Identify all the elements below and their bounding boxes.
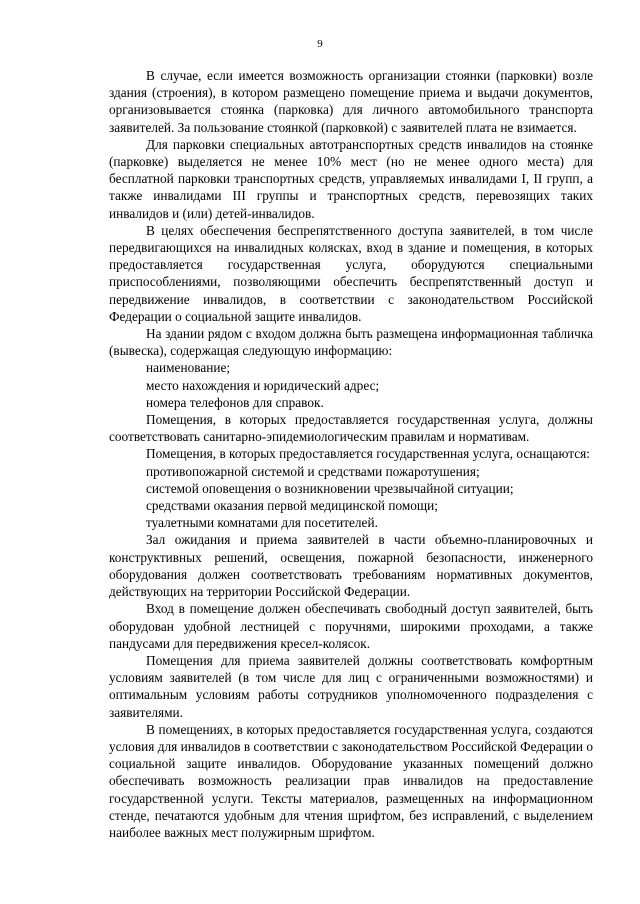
paragraph-disabled-parking: Для парковки специальных автотранспортных средств инвалидов на стоянке (парковке) выделяется не менее 10% мест (но не менее одного места) для бесплатной парковки транспортных средств, управляемых инвалидами I, II групп, а также инвалидами III группы и транспортных средств, перевозящих таких инвалидов и (или) детей-инвалидов. bbox=[109, 136, 593, 221]
paragraph-accessibility: В целях обеспечения беспрепятственного доступа заявителей, в том числе передвигающихся на инвалидных колясках, вход в здание и помещения, в которых предоставляется государственная услуга, оборудуются специальными приспособлениями, позволяющими обеспечить беспрепятственный доступ и передвижение инвалидов, в соответствии с законодательством Российской Федерации о социальной защите инвалидов. bbox=[109, 222, 593, 324]
document-body bbox=[109, 67, 593, 841]
paragraph-equipment: Помещения, в которых предоставляется государственная услуга, оснащаются: bbox=[146, 446, 590, 462]
paragraph-entrance: Вход в помещение должен обеспечивать свободный доступ заявителей, быть оборудован удобной лестницей с поручнями, широкими проходами, а также пандусами для передвижения кресел-колясок. bbox=[109, 601, 593, 651]
paragraph-sign-info: На здании рядом с входом должна быть размещена информационная табличка (вывеска), содержащая следующую информацию: bbox=[109, 326, 593, 359]
paragraph-sanitary: Помещения, в которых предоставляется государственная услуга, должны соответствовать санитарно-эпидемиологическим правилам и нормативам. bbox=[109, 412, 593, 445]
list-item-address: место нахождения и юридический адрес; bbox=[146, 377, 380, 393]
list-item-toilets: туалетными комнатами для посетителей. bbox=[146, 515, 378, 531]
list-item-first-aid: средствами оказания первой медицинской помощи; bbox=[146, 498, 438, 514]
paragraph-disabled-conditions: В помещениях, в которых предоставляется государственная услуга, создаются условия для инвалидов в соответствии с законодательством Российской Федерации о социальной защите инвалидов. Оборудование указанных помещений должно обеспечивать возможность реализации прав инвалидов на предоставление государственной услуги. Тексты материалов, размещенных на информационном стенде, печатаются удобным для чтения шрифтом, без исправлений, с выделением наиболее важных мест полужирным шрифтом. bbox=[109, 721, 593, 840]
list-item-alert-system: системой оповещения о возникновении чрезвычайной ситуации; bbox=[146, 480, 514, 496]
paragraph-reception-rooms: Помещения для приема заявителей должны соответствовать комфортным условиям заявителей (в том числе для лиц с ограниченными возможностями) и оптимальным условиям работы сотрудников уполномоченного подразделения с заявителями. bbox=[109, 652, 593, 720]
page-number: 9 bbox=[317, 38, 323, 50]
list-item-fire-system: противопожарной системой и средствами пожаротушения; bbox=[146, 463, 480, 479]
list-item-name: наименование; bbox=[146, 360, 231, 376]
list-item-phones: номера телефонов для справок. bbox=[146, 394, 324, 410]
paragraph-waiting-hall: Зал ожидания и приема заявителей в части объемно-планировочных и конструктивных решений, освещения, пожарной безопасности, инженерного оборудования должен соответствовать требованиям нормативных документов, действующих на территории Российской Федерации. bbox=[109, 532, 593, 600]
paragraph-parking: В случае, если имеется возможность организации стоянки (парковки) возле здания (строения), в котором размещено помещение приема и выдачи документов, организовывается стоянка (парковка) для личного автомобильного транспорта заявителей. За пользование стоянкой (парковкой) с заявителей плата не взимается. bbox=[109, 68, 593, 135]
